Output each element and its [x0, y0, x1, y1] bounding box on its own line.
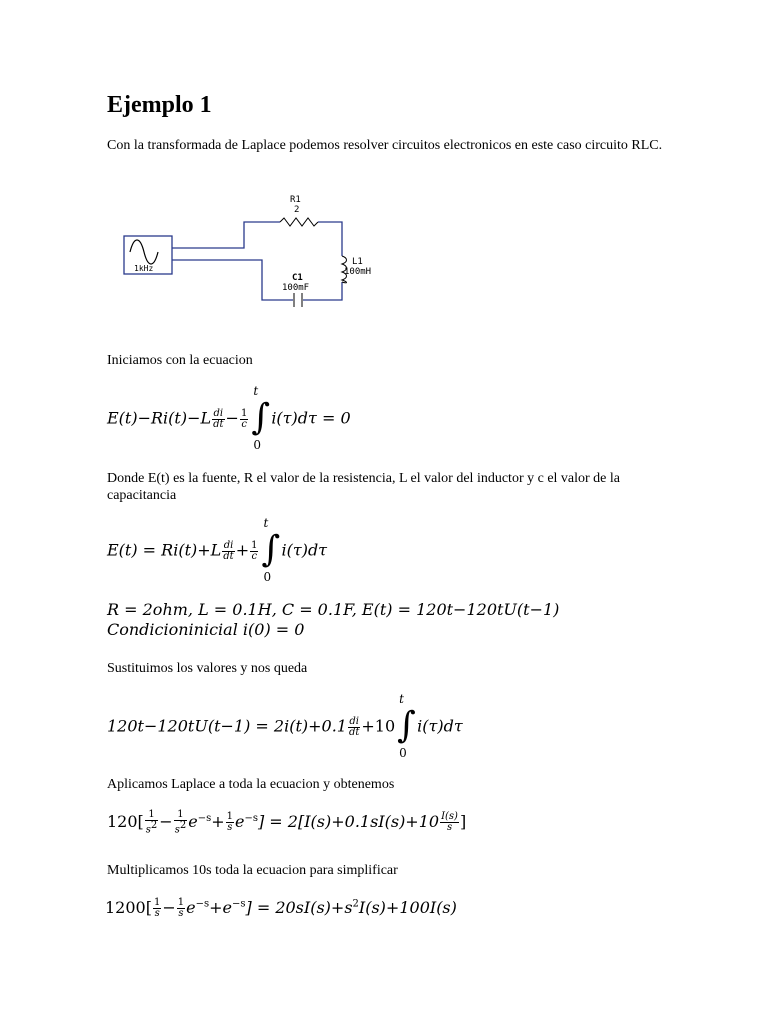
- eq1-minus: −: [225, 408, 239, 428]
- eq5-frac-1-s2-b: $\frac{1}{s^2}$: [174, 809, 187, 836]
- eq6-exp2: −s: [231, 898, 246, 910]
- equation-3: [107, 600, 559, 640]
- eq6-exp: −s: [195, 898, 210, 910]
- wire-bottom-left: [172, 260, 293, 300]
- paragraph-sustituimos: Sustituimos los valores y nos queda: [107, 661, 308, 676]
- page-title: Ejemplo 1: [107, 92, 212, 118]
- eq6-frac-1-s-a: $\frac{1}{s}$: [153, 897, 161, 919]
- eq6-e2: e: [222, 898, 232, 917]
- r-name: R1: [290, 195, 301, 205]
- eq3-line1: R = 2ohm, L = 0.1H, C = 0.1F, E(t) = 120t−120tU(t−1): [107, 600, 560, 619]
- equation-5: 120[ $\frac{1}{s^2}$ − $\frac{1}{s^2}$ $e^{-s}+$ $\frac{1}{s}$ $e^{-s}] = 2[I(s)+0.1sI(s)+10$ $\frac{I(s)}{s}$ ]: [107, 809, 467, 836]
- eq1-frac-di-dt: $\frac{di}{dt}$: [213, 407, 224, 430]
- eq5-head: 120[: [107, 812, 144, 832]
- eq5-frac-is-s: $\frac{I(s)}{s}$: [441, 811, 458, 834]
- eq5-frac-1-s2-a: $\frac{1}{s^2}$: [145, 809, 158, 836]
- eq1-head: E(t)−Ri(t)−L: [107, 408, 212, 428]
- eq6-tail: ] = 20sI(s)+s: [245, 898, 353, 917]
- l-value: 100mH: [344, 267, 372, 277]
- eq4-integral: t ∫ 0: [397, 692, 416, 760]
- source-label: 1kHz: [134, 264, 154, 273]
- l-name: L1: [352, 257, 363, 267]
- eq1-tail: i(τ)dτ = 0: [271, 408, 351, 428]
- eq4-tail: i(τ)dτ: [417, 716, 463, 736]
- equation-1: [107, 384, 351, 452]
- eq2-tail: i(τ)dτ: [281, 540, 328, 560]
- eq2-frac-1-c: $\frac{1}{c}$: [251, 539, 258, 562]
- eq6-head: 1200[: [105, 898, 152, 917]
- resistor-symbol: [280, 218, 318, 226]
- eq2-frac-di-dt: $\frac{di}{dt}$: [223, 539, 234, 562]
- eq2-head: E(t) = Ri(t)+L: [107, 540, 222, 560]
- rlc-circuit-diagram: [112, 190, 392, 315]
- eq5-exp2: −s: [244, 812, 258, 824]
- equation-4: [107, 692, 463, 760]
- eq6-plus: +: [209, 898, 223, 917]
- eq5-frac-1-s: $\frac{1}{s}$: [226, 811, 233, 834]
- equation-6: 1200[ $\frac{1}{s}$ − $\frac{1}{s}$ $e^{-s}+e^{-s}] = 20sI(s)+s^2I(s)+100I(s)$: [105, 897, 457, 919]
- eq5-e2: e: [234, 812, 245, 832]
- paragraph-laplace: Aplicamos Laplace a toda la ecuacion y obtenemos: [107, 777, 395, 792]
- c-value: 100mF: [282, 283, 310, 293]
- eq3-line2: Condicioninicial i(0) = 0: [107, 620, 305, 639]
- eq4-frac-di-dt: $\frac{di}{dt}$: [348, 715, 360, 738]
- wire-top: [172, 222, 280, 248]
- eq5-tail: ] = 2[I(s)+0.1sI(s)+10: [257, 812, 440, 832]
- intro-paragraph: Con la transformada de Laplace podemos resolver circuitos electronicos en este caso circuito RLC.: [107, 138, 663, 153]
- eq1-frac-1-c: $\frac{1}{c}$: [240, 407, 248, 430]
- wire-right-top: [318, 222, 342, 256]
- paragraph-multiplicamos: Multiplicamos 10s toda la ecuacion para simplificar: [107, 863, 398, 878]
- eq5-e: e: [188, 812, 198, 832]
- eq6-frac-1-s-b: $\frac{1}{s}$: [177, 897, 185, 919]
- eq6-e: e: [186, 898, 196, 917]
- eq4-plus: +10: [361, 716, 396, 736]
- eq1-integral: t ∫ 0: [251, 384, 271, 452]
- eq5-plus: +: [211, 812, 225, 832]
- eq4-head: 120t−120tU(t−1) = 2i(t)+0.1: [107, 716, 347, 736]
- eq2-integral: t ∫ 0: [261, 516, 281, 584]
- eq6-tail2: I(s)+100I(s): [358, 898, 457, 917]
- equation-2: [107, 516, 328, 584]
- r-value: 2: [294, 205, 300, 215]
- paragraph-start: Iniciamos con la ecuacion: [107, 353, 253, 368]
- c-name: C1: [292, 273, 303, 283]
- sine-wave-icon: [130, 240, 158, 264]
- eq5-close: ]: [459, 812, 467, 832]
- paragraph-donde: Donde E(t) es la fuente, R el valor de la resistencia, L el valor del inductor y c el valor de la capacitancia: [107, 471, 621, 503]
- eq2-plus: +: [235, 540, 250, 560]
- eq5-exp: −s: [197, 812, 212, 824]
